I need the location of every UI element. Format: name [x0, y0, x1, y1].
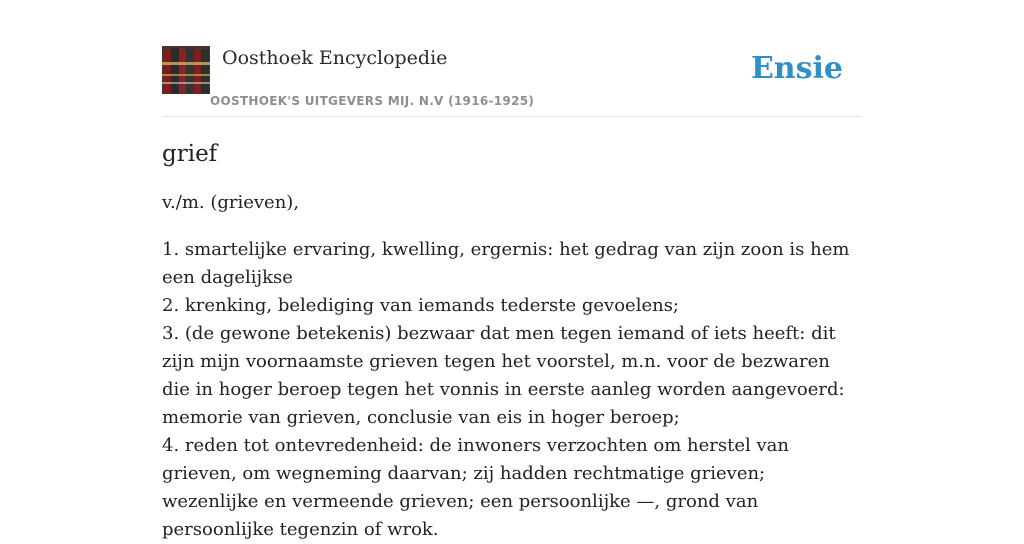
- definition-item: 2. krenking, belediging van iemands tederste gevoelens;: [162, 295, 679, 316]
- site-header: [162, 46, 862, 117]
- ensie-logo-link[interactable]: Ensie: [750, 51, 843, 86]
- definition-item: 4. reden tot ontevredenheid: de inwoners verzochten om herstel van grieven, om wegneming daarvan; zij hadden rechtmatige grieven; wezenlijke en vermeende grieven; een persoonlijke —, grond van persoonlijke tegenzin of wrok.: [162, 435, 789, 540]
- definition-item: 1. smartelijke ervaring, kwelling, ergernis: het gedrag van zijn zoon is hem een dagelijkse: [162, 239, 850, 288]
- entry-content: [162, 138, 862, 544]
- entry-headword: grief: [162, 141, 218, 167]
- entry-grammar: v./m. (grieven),: [162, 192, 300, 213]
- encyclopedia-books-icon[interactable]: [162, 46, 210, 94]
- definition-item: 3. (de gewone betekenis) bezwaar dat men tegen iemand of iets heeft: dit zijn mijn voornaamste grieven tegen het voorstel, m.n. voor de bezwaren die in hoger beroep tegen het vonnis in eerste aanleg worden aangevoerd: memorie van grieven, conclusie van eis in hoger beroep;: [162, 323, 845, 428]
- entry-definitions: [162, 236, 862, 544]
- publisher-label: OOSTHOEK'S UITGEVERS MIJ. N.V (1916-1925): [210, 94, 535, 108]
- site-title[interactable]: Oosthoek Encyclopedie: [222, 47, 448, 69]
